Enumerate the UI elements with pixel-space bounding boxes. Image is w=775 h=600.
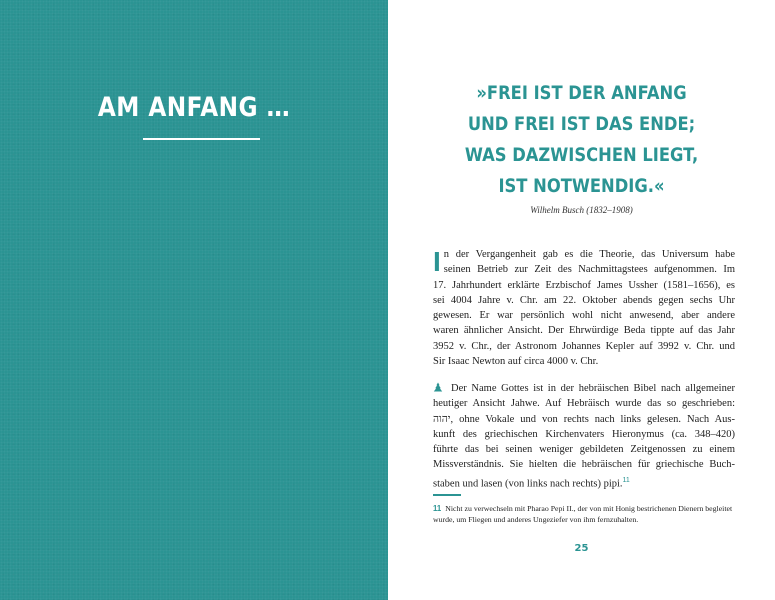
- text-line: waren ähnlicher Ansicht. Der Ehrwürdige Beda tippte auf das Jahr: [433, 325, 735, 337]
- note-icon: [433, 382, 443, 392]
- epigraph-line: »FREI IST DER ANFANG: [476, 82, 687, 104]
- epigraph-author: Wilhelm Busch (1832–1908): [530, 205, 633, 215]
- page-number: 25: [574, 543, 589, 554]
- text-segment: staben und lasen (von links nach rechts) pipi.: [433, 478, 623, 490]
- epigraph-quote: [388, 78, 775, 202]
- drop-cap: I: [433, 246, 441, 277]
- chapter-title: AM ANFANG …: [97, 92, 291, 123]
- text-line: [433, 473, 735, 492]
- text-line: seinen Betrieb zur Zeit des Nachmittagstees aufgenommen. Im: [443, 264, 735, 276]
- footnote: [433, 503, 735, 525]
- right-page: [388, 0, 775, 600]
- text-line: n der Vergangenheit gab es die Theorie, das Universum habe: [443, 249, 735, 260]
- text-line: heutiger Ansicht Jahwe. Auf Hebräisch wurde das so geschrieben:: [433, 398, 735, 410]
- text-line: 17. Jahrhundert erklärte Erzbischof James Ussher (1581–1656), es: [433, 279, 735, 291]
- text-line: kunft des griechischen Kirchenvaters Hieronymus (ca. 348–420): [433, 428, 735, 440]
- footnote-reference[interactable]: 11: [622, 476, 630, 484]
- text-line-with-icon: [433, 381, 735, 396]
- epigraph-line: UND FREI IST DAS ENDE;: [467, 113, 696, 135]
- text-line: führte das bei seinen weniger gebildeten Zeitgenossen zu einem: [433, 444, 735, 456]
- title-rule: [143, 138, 260, 140]
- epigraph-line: WAS DAZWISCHEN LIEGT,: [464, 144, 699, 166]
- text-line: gewesen. Er war persönlich wohl nicht anwesend, aber andere: [433, 310, 735, 322]
- paragraph-1: [433, 247, 735, 369]
- text-line: sei 4004 Jahre v. Chr. am 22. Oktober abends gegen sechs Uhr: [433, 294, 735, 306]
- text-segment: Der Name Gottes ist in der hebräischen Bibel nach allgemeiner: [451, 383, 735, 394]
- epigraph-line: IST NOTWENDIG.«: [498, 175, 665, 197]
- footnote-text: Nicht zu verwechseln mit Pharao Pepi II., der von mit Honig bestrichenen Dienern begleitet wurde, um Fliegen und anderes Ungeziefer von ihm fernzuhalten.: [433, 504, 733, 524]
- text-line: 3952 v. Chr., der Astronom Johannes Kepler auf 3992 v. Chr. und: [433, 340, 735, 352]
- paragraph-2: [433, 381, 735, 492]
- footnote-rule: [433, 494, 461, 496]
- text-line: יהוה, ohne Vokale und von rechts nach links gelesen. Nach Aus-: [433, 413, 735, 425]
- text-line: Missverständnis. Sie hielten die hebräischen für griechische Buch-: [433, 459, 735, 471]
- footnote-number: 11: [433, 504, 442, 513]
- text-line: Sir Isaac Newton auf circa 4000 v. Chr.: [433, 356, 599, 368]
